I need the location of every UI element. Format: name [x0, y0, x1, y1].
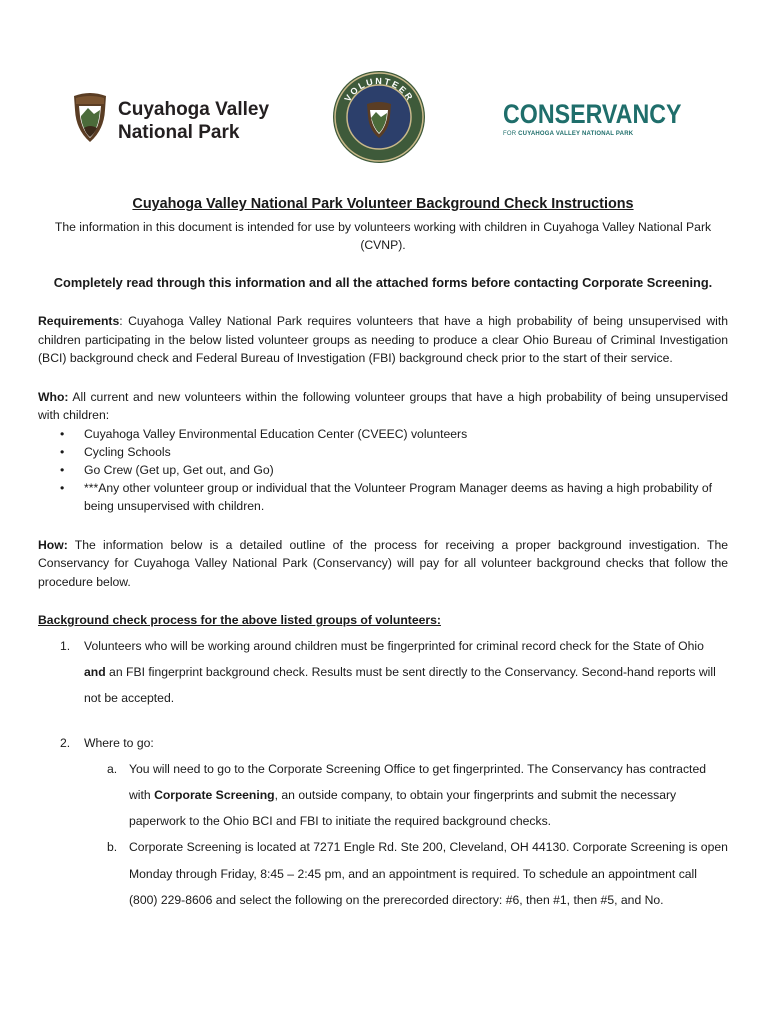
process-heading: Background check process for the above listed groups of volunteers: [38, 613, 441, 628]
how-text: The information below is a detailed outline of the process for receiving a proper background investigation. The Conservancy for Cuyahoga Valley National Park (Conservancy) will pay for all volunteer background checks that follow the procedure below. [38, 537, 728, 589]
step-1-text-b: an FBI fingerprint background check. Results must be sent directly to the Conservancy. Second-hand reports will not be accepted. [84, 665, 716, 706]
step-2a-bold: Corporate Screening [154, 788, 275, 803]
list-item: • ***Any other volunteer group or individual that the Volunteer Program Manager deems as having a high probability of being unsupervised with children. [38, 479, 728, 515]
nps-logo [70, 92, 270, 152]
list-item: • Cuyahoga Valley Environmental Education Center (CVEEC) volunteers [38, 425, 728, 443]
step-2b-text: Corporate Screening is located at 7271 Engle Rd. Ste 200, Cleveland, OH 44130. Corporate Screening is open Monday through Friday, 8:45 – 2:45 pm, and an appointment is required. To schedule an appointment call (800) 229-8606 and select the following on the prerecorded directory: #6, then #1, then #5, and No. [129, 840, 728, 907]
requirements-label: Requirements [38, 314, 120, 328]
who-paragraph [38, 388, 728, 425]
requirements-text: : Cuyahoga Valley National Park requires volunteers that have a high probability of being unsupervised with children participating in the below listed volunteer groups as needing to produce a clear Ohio Bureau of Criminal Investigation (BCI) background check and Federal Bureau of Investigation (FBI) background check prior to the start of their service. [38, 314, 728, 365]
step-number: 2. [60, 735, 71, 750]
step-2a-text-1: You will need to go to the Corporate Screening Office to get fingerprinted. The Conservancy has contracted with [129, 761, 707, 803]
conservancy-sub-prefix: FOR [503, 131, 517, 137]
step-1-text-a: Volunteers who will be working around children must be fingerprinted for criminal record check for the State of Ohio [84, 639, 704, 654]
step-2a-text-2: , an outside company, to obtain your fingerprints and submit the necessary paperwork to the Ohio BCI and FBI to initiate the required background checks. [129, 788, 677, 829]
step-1 [38, 633, 728, 712]
who-text: All current and new volunteers within the following volunteer groups that have a high probability of being unsupervised with children: [38, 389, 728, 422]
nps-logo-name [118, 98, 278, 144]
warning-text: Completely read through this information and all the attached forms before contacting Corporate Screening. [53, 275, 713, 290]
conservancy-wordmark: CONSERVANCY [503, 99, 682, 129]
document-title: Cuyahoga Valley National Park Volunteer Background Check Instructions [132, 196, 634, 212]
nps-logo-line1: Cuyahoga Valley [118, 99, 270, 120]
conservancy-logo [503, 99, 682, 140]
step-1-bold: and [84, 665, 106, 680]
step-2-text: Where to go: [84, 735, 154, 750]
nps-arrowhead-icon [70, 92, 110, 144]
document-body [38, 194, 728, 913]
step-2 [38, 730, 728, 756]
step-letter: a. [107, 761, 118, 776]
process-steps [38, 633, 728, 913]
letterhead [0, 0, 770, 180]
how-paragraph [38, 536, 728, 592]
requirements-paragraph [38, 312, 728, 368]
volunteer-badge-icon [332, 70, 426, 164]
step-letter: b. [107, 840, 118, 855]
conservancy-sub-name: CUYAHOGA VALLEY NATIONAL PARK [518, 131, 634, 137]
who-label: Who: [38, 389, 69, 404]
list-item: • Go Crew (Get up, Get out, and Go) [38, 461, 728, 479]
intro-text: The information in this document is intended for use by volunteers working with children in Cuyahoga Valley National Park (CVNP). [54, 220, 712, 252]
step-2b [38, 834, 728, 913]
step-2a [38, 756, 728, 835]
step-number: 1. [60, 639, 71, 654]
badge-text: VOLUNTEER [342, 75, 416, 104]
volunteer-group-list [38, 425, 728, 516]
conservancy-subline [503, 131, 673, 137]
list-item: • Cycling Schools [38, 443, 728, 461]
nps-logo-line2: National Park [118, 122, 240, 143]
how-label: How: [38, 537, 68, 552]
